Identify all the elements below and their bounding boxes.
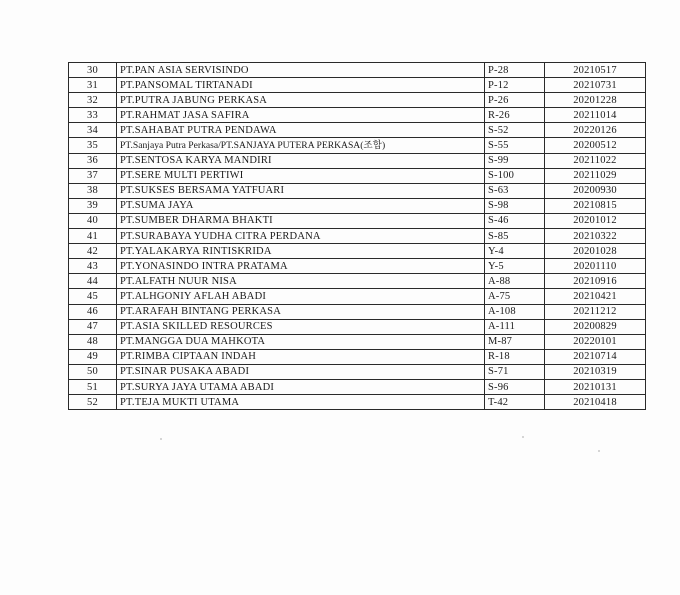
table-row (69, 244, 646, 259)
table-row (69, 93, 646, 108)
company-code: R-26 (485, 108, 545, 123)
company-name: PT.MANGGA DUA MAHKOTA (117, 334, 485, 349)
registration-date: 20210418 (545, 395, 646, 410)
row-number: 41 (69, 229, 117, 244)
company-code: A-108 (485, 304, 545, 319)
company-name: PT.SUKSES BERSAMA YATFUARI (117, 183, 485, 198)
company-name: PT.SUMBER DHARMA BHAKTI (117, 213, 485, 228)
company-code: S-46 (485, 213, 545, 228)
company-code: S-55 (485, 138, 545, 153)
company-name: PT.ALFATH NUUR NISA (117, 274, 485, 289)
company-name: PT.TEJA MUKTI UTAMA (117, 395, 485, 410)
row-number: 40 (69, 213, 117, 228)
table-row (69, 379, 646, 394)
table-row (69, 138, 646, 153)
table-row (69, 198, 646, 213)
company-name: PT.SURABAYA YUDHA CITRA PERDANA (117, 229, 485, 244)
company-code: P-26 (485, 93, 545, 108)
registration-date: 20200512 (545, 138, 646, 153)
registration-date: 20220126 (545, 123, 646, 138)
company-name: PT.YALAKARYA RINTISKRIDA (117, 244, 485, 259)
table-row (69, 63, 646, 78)
registration-date: 20201228 (545, 93, 646, 108)
table-row (69, 213, 646, 228)
table-row (69, 304, 646, 319)
row-number: 33 (69, 108, 117, 123)
row-number: 51 (69, 379, 117, 394)
company-code: T-42 (485, 395, 545, 410)
company-name: PT.SENTOSA KARYA MANDIRI (117, 153, 485, 168)
row-number: 42 (69, 244, 117, 259)
company-code: R-18 (485, 349, 545, 364)
row-number: 46 (69, 304, 117, 319)
row-number: 37 (69, 168, 117, 183)
registration-date: 20201028 (545, 244, 646, 259)
row-number: 39 (69, 198, 117, 213)
registration-date: 20210421 (545, 289, 646, 304)
row-number: 35 (69, 138, 117, 153)
registration-date: 20201012 (545, 213, 646, 228)
registration-date: 20210714 (545, 349, 646, 364)
row-number: 50 (69, 364, 117, 379)
company-name: PT.ALHGONIY AFLAH ABADI (117, 289, 485, 304)
table-row (69, 78, 646, 93)
row-number: 48 (69, 334, 117, 349)
company-code: S-98 (485, 198, 545, 213)
company-code: P-28 (485, 63, 545, 78)
registration-date: 20210517 (545, 63, 646, 78)
company-code: S-85 (485, 229, 545, 244)
table-row (69, 123, 646, 138)
registration-date: 20210319 (545, 364, 646, 379)
row-number: 47 (69, 319, 117, 334)
table-row (69, 259, 646, 274)
row-number: 52 (69, 395, 117, 410)
company-name: PT.SERE MULTI PERTIWI (117, 168, 485, 183)
registration-date: 20211212 (545, 304, 646, 319)
company-code: S-63 (485, 183, 545, 198)
registration-date: 20211029 (545, 168, 646, 183)
company-code: S-100 (485, 168, 545, 183)
registration-date: 20200829 (545, 319, 646, 334)
registration-date: 20210131 (545, 379, 646, 394)
scan-speck (598, 450, 600, 452)
registration-date: 20210731 (545, 78, 646, 93)
company-code: A-88 (485, 274, 545, 289)
table-row (69, 395, 646, 410)
table-row (69, 168, 646, 183)
company-code: A-111 (485, 319, 545, 334)
table-body (69, 63, 646, 410)
table-row (69, 229, 646, 244)
row-number: 44 (69, 274, 117, 289)
registration-date: 20210916 (545, 274, 646, 289)
company-registry-table (68, 62, 646, 410)
row-number: 30 (69, 63, 117, 78)
row-number: 34 (69, 123, 117, 138)
company-code: S-52 (485, 123, 545, 138)
row-number: 36 (69, 153, 117, 168)
registration-date: 20210815 (545, 198, 646, 213)
table-row (69, 334, 646, 349)
company-name: PT.SINAR PUSAKA ABADI (117, 364, 485, 379)
row-number: 38 (69, 183, 117, 198)
company-code: Y-5 (485, 259, 545, 274)
company-code: S-96 (485, 379, 545, 394)
row-number: 31 (69, 78, 117, 93)
company-code: M-87 (485, 334, 545, 349)
table-row (69, 364, 646, 379)
company-name: PT.ARAFAH BINTANG PERKASA (117, 304, 485, 319)
table-row (69, 289, 646, 304)
table-row (69, 153, 646, 168)
registration-date: 20210322 (545, 229, 646, 244)
company-code: S-99 (485, 153, 545, 168)
company-name: PT.SURYA JAYA UTAMA ABADI (117, 379, 485, 394)
company-code: A-75 (485, 289, 545, 304)
registration-date: 20220101 (545, 334, 646, 349)
company-name: PT.YONASINDO INTRA PRATAMA (117, 259, 485, 274)
table-row (69, 319, 646, 334)
registration-date: 20200930 (545, 183, 646, 198)
table-row (69, 183, 646, 198)
table-row (69, 349, 646, 364)
company-name: PT.ASIA SKILLED RESOURCES (117, 319, 485, 334)
company-name: PT.PANSOMAL TIRTANADI (117, 78, 485, 93)
row-number: 32 (69, 93, 117, 108)
row-number: 43 (69, 259, 117, 274)
company-name: PT.RAHMAT JASA SAFIRA (117, 108, 485, 123)
scan-speck (522, 436, 524, 438)
company-code: S-71 (485, 364, 545, 379)
company-code: P-12 (485, 78, 545, 93)
company-name: PT.PUTRA JABUNG PERKASA (117, 93, 485, 108)
row-number: 45 (69, 289, 117, 304)
registration-date: 20211022 (545, 153, 646, 168)
company-code: Y-4 (485, 244, 545, 259)
company-name: PT.Sanjaya Putra Perkasa/PT.SANJAYA PUTERA PERKASA(조합) (117, 138, 485, 153)
table-row (69, 274, 646, 289)
company-name: PT.SAHABAT PUTRA PENDAWA (117, 123, 485, 138)
company-name: PT.PAN ASIA SERVISINDO (117, 63, 485, 78)
registration-date: 20211014 (545, 108, 646, 123)
row-number: 49 (69, 349, 117, 364)
scan-speck (160, 438, 162, 440)
company-name: PT.RIMBA CIPTAAN INDAH (117, 349, 485, 364)
registration-date: 20201110 (545, 259, 646, 274)
table-row (69, 108, 646, 123)
company-name: PT.SUMA JAYA (117, 198, 485, 213)
